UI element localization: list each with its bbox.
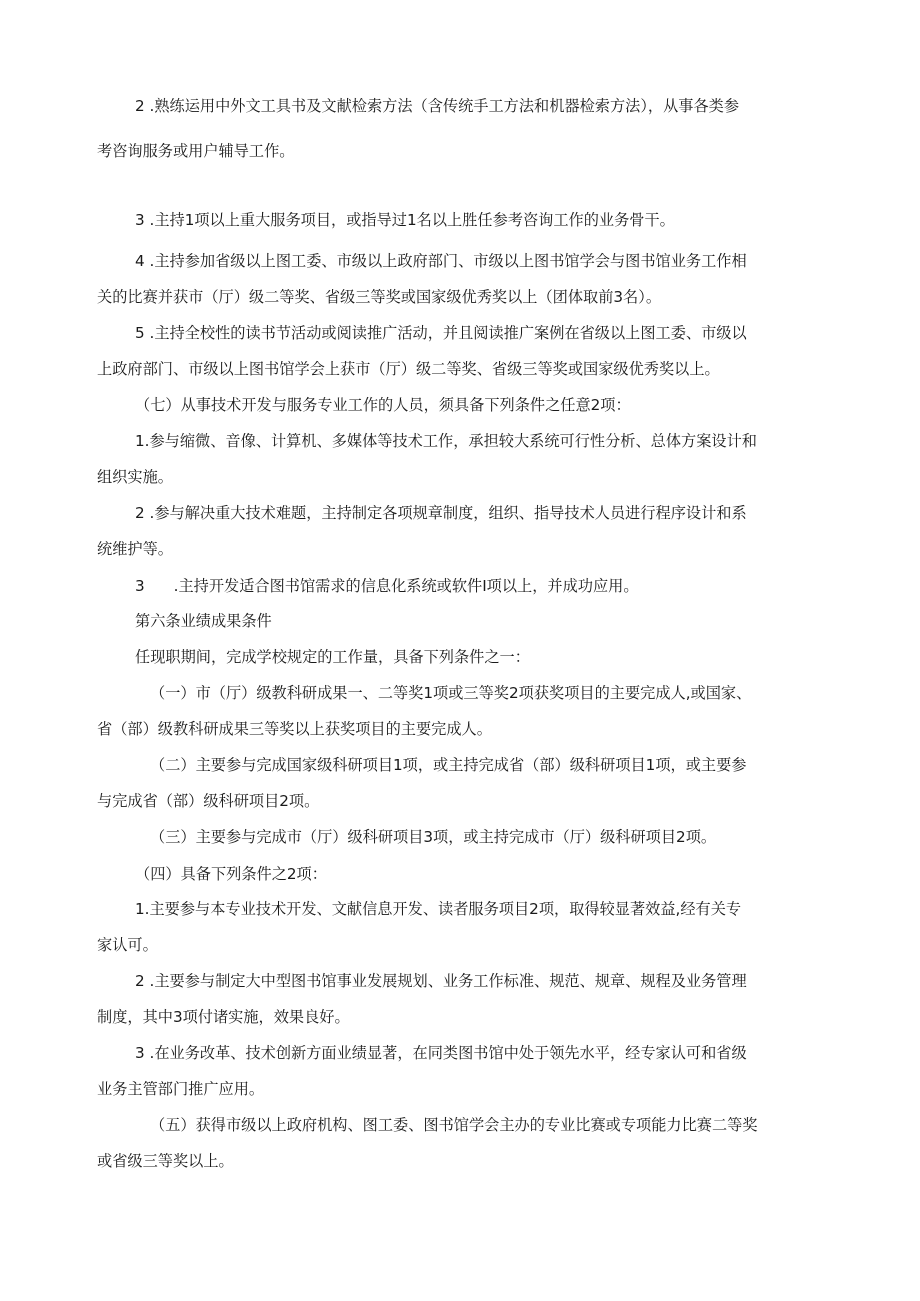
text-line: 2 .熟练运用中外文工具书及文献检索方法（含传统手工方法和机器检索方法），从事各类参 — [135, 97, 740, 115]
text-line: 1.参与缩微、音像、计算机、多媒体等技术工作，承担较大系统可行性分析、总体方案设计和 — [135, 432, 757, 450]
text-line: 家认可。 — [97, 936, 158, 954]
text-line: （四）具备下列条件之2项： — [135, 865, 327, 883]
text-line: 3 .在业务改革、技术创新方面业绩显著，在同类图书馆中处于领先水平，经专家认可和省级 — [135, 1044, 747, 1062]
text-line: 或省级三等奖以上。 — [97, 1152, 234, 1170]
text-line: （一）市（厅）级教科研成果一、二等奖1项或三等奖2项获奖项目的主要完成人,或国家、 — [150, 684, 752, 702]
text-line: 省（部）级教科研成果三等奖以上获奖项目的主要完成人。 — [97, 720, 492, 738]
text-line: 与完成省（部）级科研项目2项。 — [97, 792, 320, 810]
text-line: （七）从事技术开发与服务专业工作的人员，须具备下列条件之任意2项： — [135, 396, 631, 414]
text-line: 4 .主持参加省级以上图工委、市级以上政府部门、市级以上图书馆学会与图书馆业务工作相 — [135, 252, 747, 270]
text-line: 2 .主要参与制定大中型图书馆事业发展规划、业务工作标准、规范、规章、规程及业务管理 — [135, 972, 747, 990]
text-line: 业务主管部门推广应用。 — [97, 1080, 265, 1098]
text-line: 组织实施。 — [97, 468, 173, 486]
text-line: 关的比赛并获市（厅）级二等奖、省级三等奖或国家级优秀奖以上（团体取前3名）。 — [97, 288, 662, 306]
text-line: 3 .主持开发适合图书馆需求的信息化系统或软件I项以上，并成功应用。 — [135, 577, 639, 595]
text-line: （三）主要参与完成市（厅）级科研项目3项，或主持完成市（厅）级科研项目2项。 — [150, 828, 717, 846]
section-heading: 第六条业绩成果条件 — [135, 612, 272, 630]
text-line: 5 .主持全校性的读书节活动或阅读推广活动，并且阅读推广案例在省级以上图工委、市级以 — [135, 324, 747, 342]
text-line: （二）主要参与完成国家级科研项目1项，或主持完成省（部）级科研项目1项，或主要参 — [150, 756, 747, 774]
text-line: 任现职期间，完成学校规定的工作量，具备下列条件之一： — [135, 648, 530, 666]
text-line: 1.主要参与本专业技术开发、文献信息开发、读者服务项目2项，取得较显著效益,经有关专 — [135, 900, 742, 918]
text-line: 3 .主持1项以上重大服务项目，或指导过1名以上胜任参考咨询工作的业务骨干。 — [135, 211, 675, 229]
text-line: 制度，其中3项付诸实施，效果良好。 — [97, 1008, 350, 1026]
text-line: 上政府部门、市级以上图书馆学会上获市（厅）级二等奖、省级三等奖或国家级优秀奖以上。 — [97, 360, 720, 378]
text-line: 2 .参与解决重大技术难题，主持制定各项规章制度，组织、指导技术人员进行程序设计和系 — [135, 504, 747, 522]
text-line: 考咨询服务或用户辅导工作。 — [97, 142, 295, 160]
text-line: （五）获得市级以上政府机构、图工委、图书馆学会主办的专业比赛或专项能力比赛二等奖 — [150, 1116, 758, 1134]
text-line: 统维护等。 — [97, 540, 173, 558]
